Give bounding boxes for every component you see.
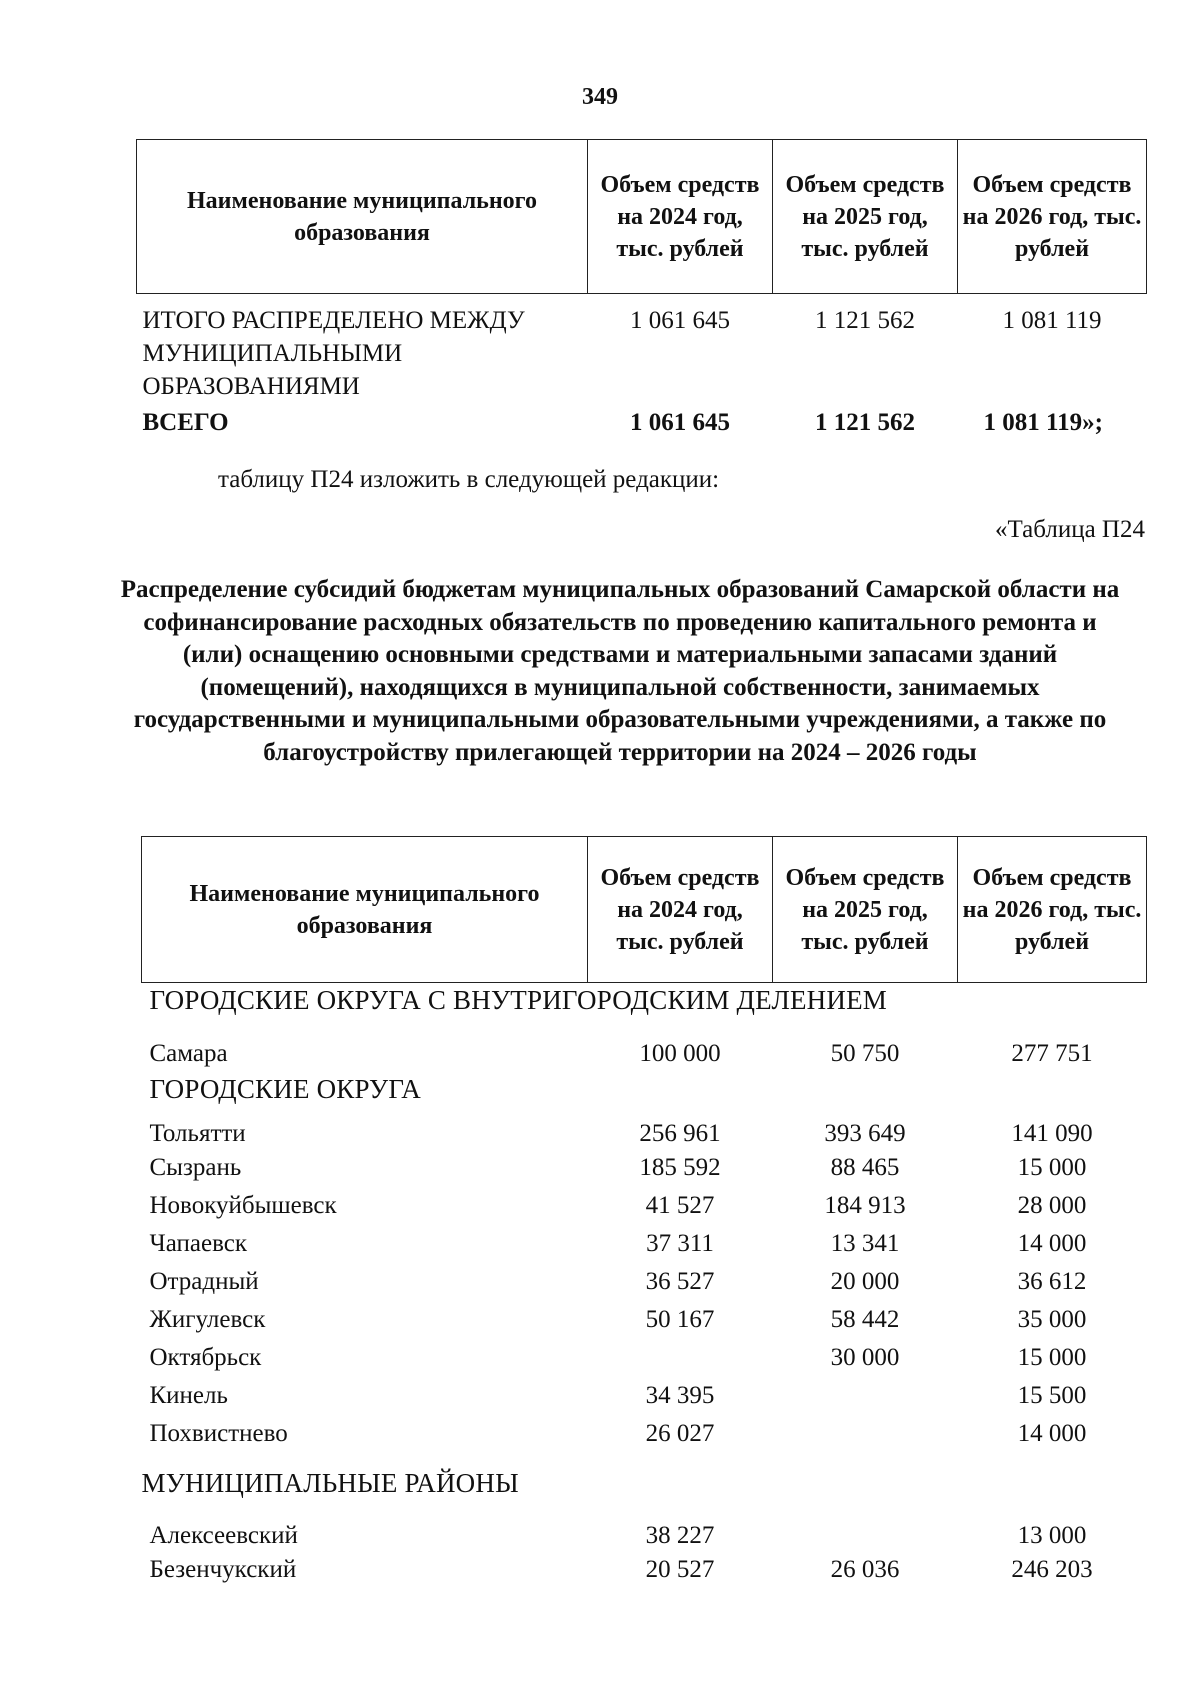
table-row <box>142 1303 1147 1341</box>
subsidy-table <box>141 836 1147 1591</box>
row-value-2025: 184 913 <box>824 1191 906 1219</box>
row-value-2026: 1 081 119»; <box>983 408 1103 436</box>
row-value-2025 <box>773 1515 958 1553</box>
row-value-2026: 15 500 <box>1017 1381 1087 1409</box>
table-row <box>142 1553 1147 1591</box>
header-name: Наименование муниципального образования <box>142 837 588 983</box>
row-value-2026: 1 081 119 <box>1002 307 1102 334</box>
row-value-2026: 246 203 <box>1011 1555 1093 1583</box>
table-row <box>142 1515 1147 1553</box>
page-number: 349 <box>582 84 618 110</box>
row-name: Тольятти <box>149 1119 246 1147</box>
section-row <box>142 1455 1147 1507</box>
row-name: Сызрань <box>149 1153 242 1181</box>
row-name: Отрадный <box>149 1267 259 1295</box>
row-value-2024: 256 961 <box>639 1119 721 1147</box>
table-row <box>142 1341 1147 1379</box>
row-value-2024: 50 167 <box>645 1305 715 1333</box>
row-name: Новокуйбышевск <box>149 1191 337 1219</box>
table-row <box>142 1189 1147 1227</box>
row-name: Жигулевск <box>149 1305 266 1333</box>
table-row <box>142 1265 1147 1303</box>
instruction-text: таблицу П24 изложить в следующей редакции: <box>218 466 720 493</box>
table-row <box>142 1031 1147 1073</box>
row-value-2025 <box>773 1379 958 1417</box>
section-label: ГОРОДСКИЕ ОКРУГА С ВНУТРИГОРОДСКИМ ДЕЛЕНИЕМ <box>149 985 887 1015</box>
row-value-2025: 30 000 <box>830 1343 900 1371</box>
row-value-2024: 38 227 <box>645 1521 715 1549</box>
row-value-2025: 58 442 <box>830 1305 900 1333</box>
row-value-2025: 88 465 <box>830 1153 900 1181</box>
row-value-2024: 34 395 <box>645 1381 715 1409</box>
row-value-2025: 1 121 562 <box>815 307 915 334</box>
table-title: Распределение субсидий бюджетам муниципальных образований Самарской области на софинансирование расходных обязательств по проведению капитального ремонта и (или) оснащению основными средствами и материальными запасами зданий (помещений), находящихся в муниципальной собственности, занимаемых государственными и муниципальными образовательными учреждениями, а также по благоустройству прилегающей территории на 2024 – 2026 годы <box>120 576 1120 766</box>
table-row-total <box>137 406 1147 446</box>
row-value-2026: 14 000 <box>1017 1419 1087 1447</box>
row-value-2026: 15 000 <box>1017 1153 1087 1181</box>
row-value-2024: 1 061 645 <box>630 307 730 334</box>
row-name: Похвистнево <box>149 1419 288 1447</box>
section-row <box>142 983 1147 1023</box>
table-row <box>142 1417 1147 1455</box>
table-label: «Таблица П24 <box>995 516 1145 543</box>
row-name: Алексеевский <box>149 1521 298 1549</box>
row-value-2024: 100 000 <box>639 1039 721 1067</box>
header-2026: Объем средств на 2026 год, тыс. рублей <box>958 140 1147 294</box>
row-value-2024: 20 527 <box>645 1555 715 1583</box>
row-value-2024: 41 527 <box>645 1191 715 1219</box>
row-name: ИТОГО РАСПРЕДЕЛЕНО МЕЖДУ МУНИЦИПАЛЬНЫМИ ОБРАЗОВАНИЯМИ <box>142 307 525 400</box>
row-value-2024: 1 061 645 <box>630 408 730 436</box>
row-value-2024: 185 592 <box>639 1153 721 1181</box>
row-name: Кинель <box>149 1381 228 1409</box>
header-2025: Объем средств на 2025 год, тыс. рублей <box>773 837 958 983</box>
row-value-2026: 141 090 <box>1011 1119 1093 1147</box>
row-value-2025: 26 036 <box>830 1555 900 1583</box>
header-2026: Объем средств на 2026 год, тыс. рублей <box>958 837 1147 983</box>
section-label: МУНИЦИПАЛЬНЫЕ РАЙОНЫ <box>141 1467 519 1498</box>
row-value-2025: 1 121 562 <box>815 408 915 436</box>
header-name: Наименование муниципального образования <box>137 140 588 294</box>
row-name: Самара <box>149 1039 228 1067</box>
row-value-2026: 277 751 <box>1011 1039 1093 1067</box>
table-row <box>142 1379 1147 1417</box>
row-value-2026: 36 612 <box>1017 1267 1087 1295</box>
row-name: Безенчукский <box>149 1555 297 1583</box>
row-name: ВСЕГО <box>142 408 229 436</box>
header-2025: Объем средств на 2025 год, тыс. рублей <box>773 140 958 294</box>
previous-table <box>136 139 1147 446</box>
row-value-2025: 393 649 <box>824 1119 906 1147</box>
row-value-2025: 20 000 <box>830 1267 900 1295</box>
row-value-2024: 36 527 <box>645 1267 715 1295</box>
row-value-2025: 13 341 <box>830 1229 900 1257</box>
row-value-2024: 26 027 <box>645 1419 715 1447</box>
header-2024: Объем средств на 2024 год, тыс. рублей <box>588 140 773 294</box>
table-row <box>142 1227 1147 1265</box>
section-label: ГОРОДСКИЕ ОКРУГА <box>149 1073 421 1104</box>
row-value-2025 <box>773 1417 958 1455</box>
row-value-2025: 50 750 <box>830 1039 900 1067</box>
table-row <box>142 1113 1147 1151</box>
row-name: Чапаевск <box>149 1229 247 1257</box>
row-value-2024: 37 311 <box>646 1229 714 1257</box>
row-value-2026: 15 000 <box>1017 1343 1087 1371</box>
row-value-2026: 28 000 <box>1017 1191 1087 1219</box>
row-value-2024 <box>588 1341 773 1379</box>
row-value-2026: 13 000 <box>1017 1521 1087 1549</box>
header-2024: Объем средств на 2024 год, тыс. рублей <box>588 837 773 983</box>
row-name: Октябрьск <box>149 1343 262 1371</box>
row-value-2026: 14 000 <box>1017 1229 1087 1257</box>
row-value-2026: 35 000 <box>1017 1305 1087 1333</box>
table-row <box>142 1151 1147 1189</box>
section-row <box>142 1073 1147 1113</box>
table-row <box>137 294 1147 406</box>
